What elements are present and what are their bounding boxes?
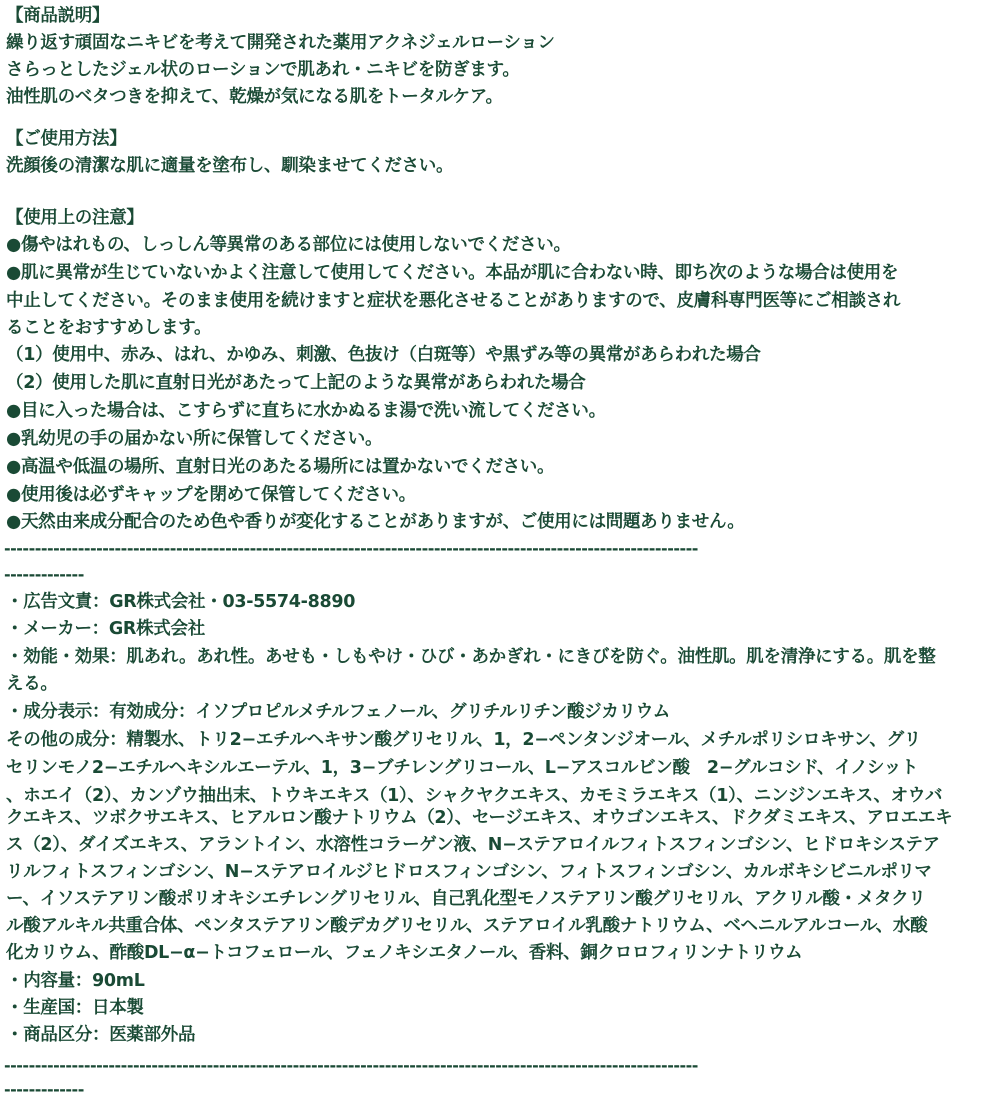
spec-ingredients-line-4: クエキス、ツボクサエキス、ヒアルロン酸ナトリウム（2）、セージエキス、オウゴンエキス、ドクダミエキス、アロエエキ bbox=[6, 808, 953, 828]
caution-line-7: ●目に入った場合は、こすらずに直ちに水かぬるま湯で洗い流してください。 bbox=[6, 401, 606, 421]
spec-efficacy-line-2: える。 bbox=[6, 674, 58, 694]
description-line-3: 油性肌のベタつきを抑えて、乾燥が気になる肌をトータルケア。 bbox=[6, 87, 503, 107]
caution-line-10: ●使用後は必ずキャップを閉めて保管してください。 bbox=[6, 485, 416, 505]
spec-ingredients-line-5: ス（2）、ダイズエキス、アラントイン、水溶性コラーゲン液、N−ステアロイルフィトスフィンゴシン、ヒドロキシステア bbox=[6, 835, 940, 855]
divider-long-2: ----------------------------------------------------------------------------------------------------------------- bbox=[4, 1060, 698, 1072]
spec-ingredients-line-6: リルフィトスフィンゴシン、N−ステアロイルジヒドロスフィンゴシン、フィトスフィンゴシン、カルボキシビニルポリマ bbox=[6, 862, 932, 882]
caution-line-4: ることをおすすめします。 bbox=[6, 318, 212, 338]
spec-maker: ・メーカー：GR株式会社 bbox=[6, 619, 205, 639]
spec-category: ・商品区分：医薬部外品 bbox=[6, 1025, 196, 1045]
section-heading-usage: 【ご使用方法】 bbox=[6, 129, 127, 149]
spec-ingredients-line-3: 、ホエイ（2）、カンゾウ抽出末、トウキエキス（1）、シャクヤクエキス、カモミラエキス（1）、ニンジンエキス、オウバ bbox=[6, 786, 943, 806]
spec-ingredients-line-8: ル酸アルキル共重合体、ペンタステアリン酸デカグリセリル、ステアロイル乳酸ナトリウム、ベヘニルアルコール、水酸 bbox=[6, 916, 928, 936]
caution-line-8: ●乳幼児の手の届かない所に保管してください。 bbox=[6, 429, 383, 449]
section-heading-cautions: 【使用上の注意】 bbox=[6, 208, 144, 228]
caution-line-1: ●傷やはれもの、しっしん等異常のある部位には使用しないでください。 bbox=[6, 235, 571, 255]
section-heading-description: 【商品説明】 bbox=[6, 6, 110, 26]
caution-line-2: ●肌に異常が生じていないかよく注意して使用してください。本品が肌に合わない時、即ち次のような場合は使用を bbox=[6, 263, 899, 283]
description-line-2: さらっとしたジェル状のローションで肌あれ・ニキビを防ぎます。 bbox=[6, 60, 520, 80]
divider-long-1: ----------------------------------------------------------------------------------------------------------------- bbox=[4, 543, 698, 555]
spec-ingredients-line-7: ー、イソステアリン酸ポリオキシエチレングリセリル、自己乳化型モノステアリン酸グリセリル、アクリル酸・メタクリ bbox=[6, 889, 926, 909]
caution-line-9: ●高温や低温の場所、直射日光のあたる場所には置かないでください。 bbox=[6, 457, 555, 477]
caution-line-11: ●天然由来成分配合のため色や香りが変化することがありますが、ご使用には問題ありません。 bbox=[6, 512, 745, 532]
spec-ingredients-line-1: その他の成分：精製水、トリ2−エチルヘキサン酸グリセリル、1，2−ペンタンジオール、メチルポリシロキサン、グリ bbox=[6, 730, 921, 750]
spec-origin: ・生産国：日本製 bbox=[6, 998, 144, 1018]
spec-ingredients-line-9: 化カリウム、酢酸DL−α−トコフェロール、フェノキシエタノール、香料、銅クロロフィリンナトリウム bbox=[6, 943, 803, 963]
spec-advertiser: ・広告文責：GR株式会社・03-5574-8890 bbox=[6, 592, 356, 612]
spec-ingredients-line-2: セリンモノ2−エチルヘキシルエーテル、1，3−ブチレングリコール、L−アスコルビン酸 2−グルコシド、イノシット bbox=[6, 758, 919, 778]
caution-line-3: 中止してください。そのまま使用を続けますと症状を悪化させることがありますので、皮膚科専門医等にご相談され bbox=[6, 291, 901, 311]
usage-line: 洗顔後の清潔な肌に適量を塗布し、馴染ませてください。 bbox=[6, 156, 454, 176]
description-line-1: 繰り返す頑固なニキビを考えて開発された薬用アクネジェルローション bbox=[6, 33, 555, 53]
spec-efficacy-line-1: ・効能・効果：肌あれ。あれ性。あせも・しもやけ・ひび・あかぎれ・にきびを防ぐ。油性肌。肌を清浄にする。肌を整 bbox=[6, 647, 936, 667]
divider-short-2: ------------- bbox=[4, 1084, 84, 1096]
caution-line-6: （2）使用した肌に直射日光があたって上記のような異常があらわれた場合 bbox=[6, 373, 586, 393]
spec-ingredients-active: ・成分表示：有効成分：イソプロピルメチルフェノール、グリチルリチン酸ジカリウム bbox=[6, 702, 670, 722]
spec-volume: ・内容量：90mL bbox=[6, 971, 145, 991]
divider-short-1: ------------- bbox=[4, 569, 84, 581]
caution-line-5: （1）使用中、赤み、はれ、かゆみ、刺激、色抜け（白斑等）や黒ずみ等の異常があらわれた場合 bbox=[6, 345, 761, 365]
